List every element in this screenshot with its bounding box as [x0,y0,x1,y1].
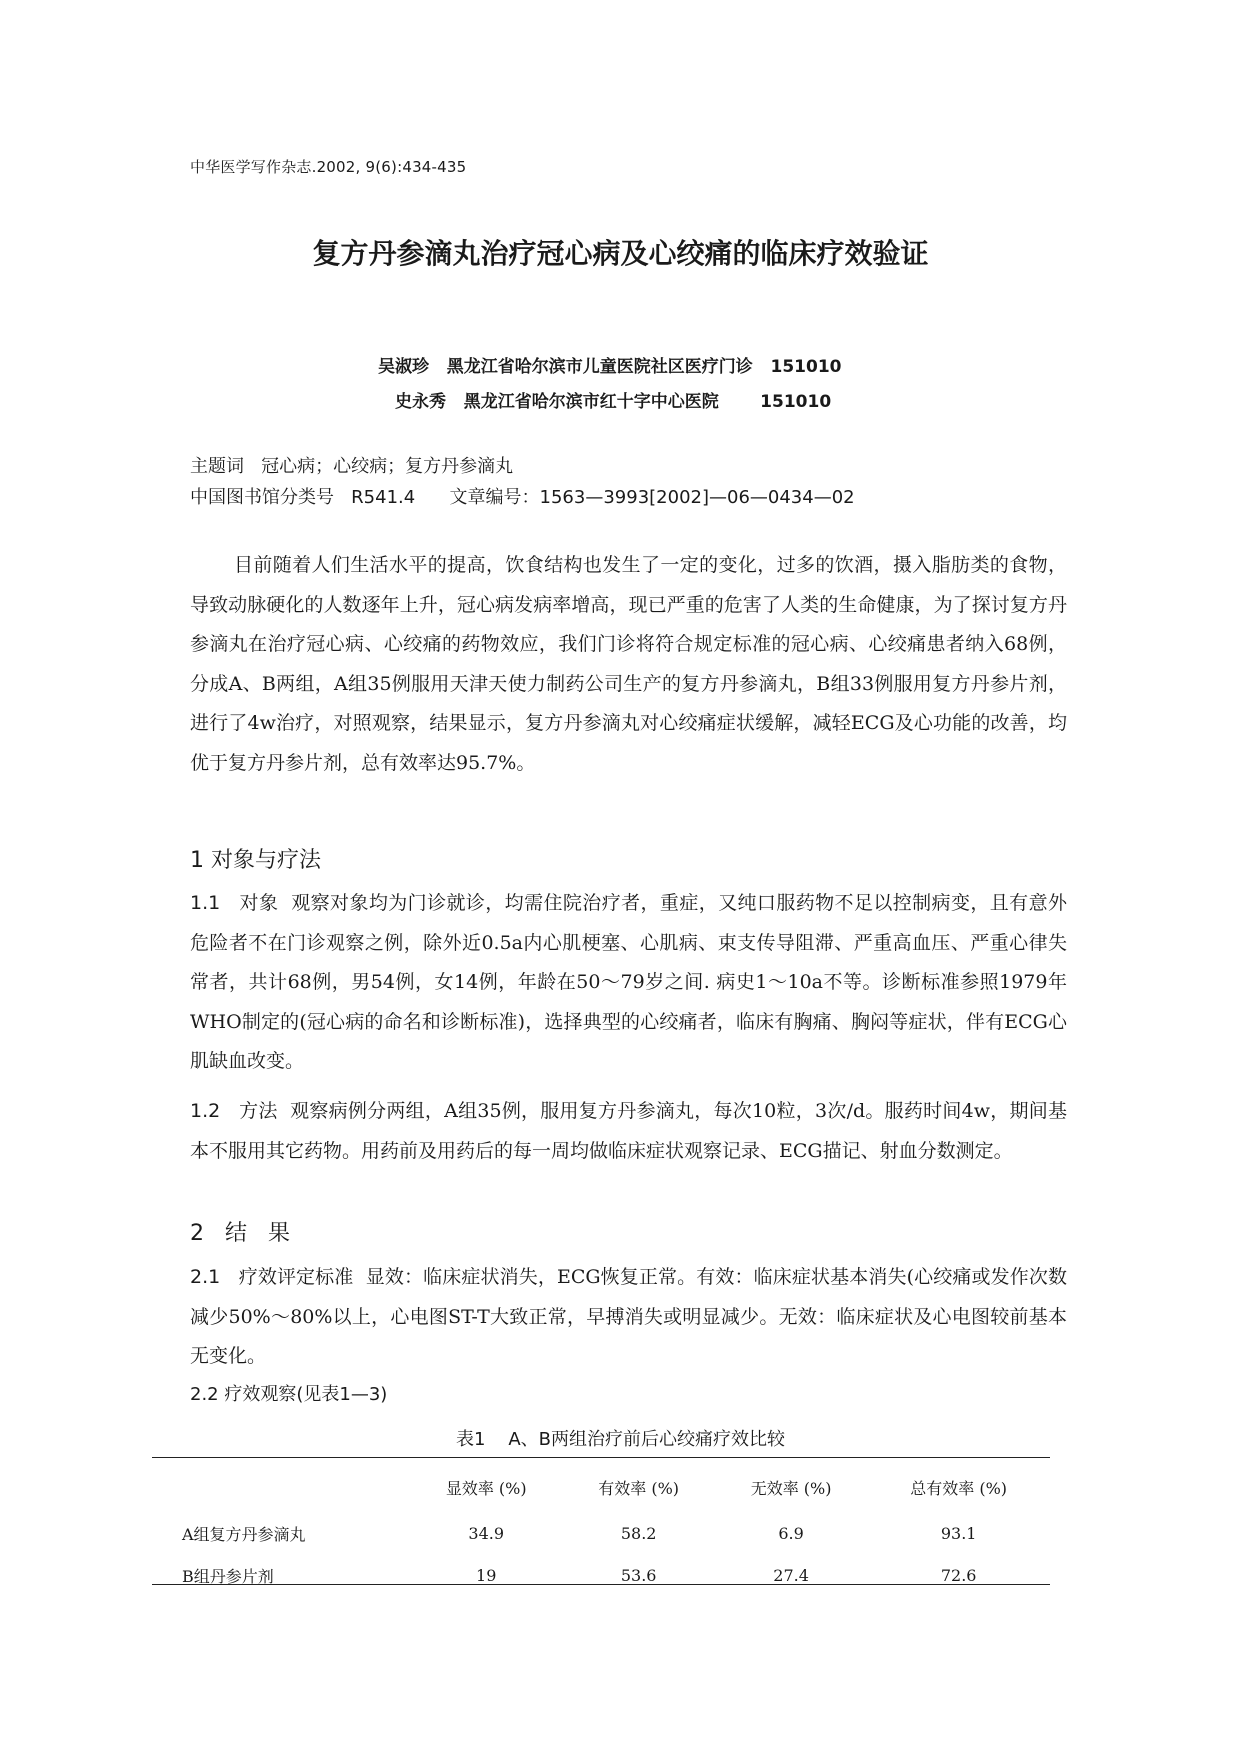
section-2-heading: 2 结 果 [190,1221,290,1246]
section-1-1-paragraph [190,884,1067,1082]
author-affiliation-1: 吴淑珍 黑龙江省哈尔滨市儿童医院社区医疗门诊 151010 [378,357,842,377]
table-cell: 93.1 [940,1523,977,1543]
section-2-2-heading: 2.2 疗效观察(见表1—3) [190,1384,388,1405]
section-1-heading: 1 对象与疗法 [190,848,321,873]
table-cell: A组复方丹参滴丸 [182,1524,306,1544]
table-header-cell [152,1462,410,1512]
keywords: 主题词 冠心病；心绞病；复方丹参滴丸 [190,456,514,477]
intro-paragraph: 目前随着人们生活水平的提高，饮食结构也发生了一定的变化，过多的饮酒，摄入脂肪类的食物，导致动脉硬化的人数逐年上升，冠心病发病率增高，现已严重的危害了人类的生命健康，为了探讨复方丹参滴丸在治疗冠心病、心绞痛的药物效应，我们门诊将符合规定标准的冠心病、心绞痛患者纳入68例，分成A、B两组，A组35例服用天津天使力制药公司生产的复方丹参滴丸，B组33例服用复方丹参片剂，进行了4w治疗，对照观察，结果显示，复方丹参滴丸对心绞痛症状缓解，减轻ECG及心功能的改善，均优于复方丹参片剂，总有效率达95.7%。 [190,554,1067,774]
table-cell: 34.9 [468,1523,505,1543]
section-2-1-paragraph [190,1258,1067,1377]
table-cell: 6.9 [778,1523,804,1543]
table-cell: 72.6 [940,1565,977,1585]
classification-line: 中国图书馆分类号 R541.4 文章编号：1563—3993[2002]—06—0434—02 [190,487,855,508]
table-row [152,1554,1050,1596]
table-header-row [152,1462,1050,1512]
table-header-cell: 总有效率 (%) [910,1478,1008,1498]
section-2-1-text: 显效：临床症状消失，ECG恢复正常。有效：临床症状基本消失(心绞痛或发作次数减少50%～80%以上，心电图ST-T大致正常，早搏消失或明显减少。无效：临床症状及心电图较前基本无变化。 [190,1266,1067,1367]
section-2-1-label: 2.1 疗效评定标准 [190,1266,354,1288]
table-header-cell: 有效率 (%) [598,1478,680,1498]
paper-title: 复方丹参滴丸治疗冠心病及心绞痛的临床疗效验证 [312,237,929,270]
section-1-2-label: 1.2 方法 [190,1100,278,1122]
journal-citation: 中华医学写作杂志.2002, 9(6):434-435 [190,158,467,176]
table-cell: 53.6 [620,1565,657,1585]
table-1-caption: 表1 A、B两组治疗前后心绞痛疗效比较 [456,1429,785,1450]
table-bottom-rule [152,1584,1050,1585]
table-cell: 19 [476,1565,497,1585]
section-1-2-paragraph [190,1092,1067,1171]
table-header-cell: 无效率 (%) [750,1478,832,1498]
table-1 [152,1462,1050,1596]
table-cell: B组丹参片剂 [182,1566,274,1586]
table-row [152,1512,1050,1554]
table-cell: 27.4 [773,1565,809,1585]
section-1-2-text: 观察病例分两组，A组35例，服用复方丹参滴丸，每次10粒，3次/d。服药时间4w，期间基本不服用其它药物。用药前及用药后的每一周均做临床症状观察记录、ECG描记、射血分数测定。 [190,1100,1067,1162]
section-1-1-label: 1.1 对象 [190,892,279,914]
author-affiliation-2: 史永秀 黑龙江省哈尔滨市红十字中心医院 151010 [395,392,832,412]
section-1-1-text: 观察对象均为门诊就诊，均需住院治疗者，重症，又纯口服药物不足以控制病变，且有意外危险者不在门诊观察之例，除外近0.5a内心肌梗塞、心肌病、束支传导阻滞、严重高血压、严重心律失常者，共计68例，男54例，女14例，年龄在50～79岁之间. 病史1～10a不等。诊断标准参照1979年WHO制定的(冠心病的命名和诊断标准)，选择典型的心绞痛者，临床有胸痛、胸闷等症状，伴有ECG心肌缺血改变。 [190,892,1067,1072]
table-top-rule [152,1457,1050,1458]
table-header-cell: 显效率 (%) [445,1478,527,1498]
table-cell: 58.2 [620,1523,657,1543]
